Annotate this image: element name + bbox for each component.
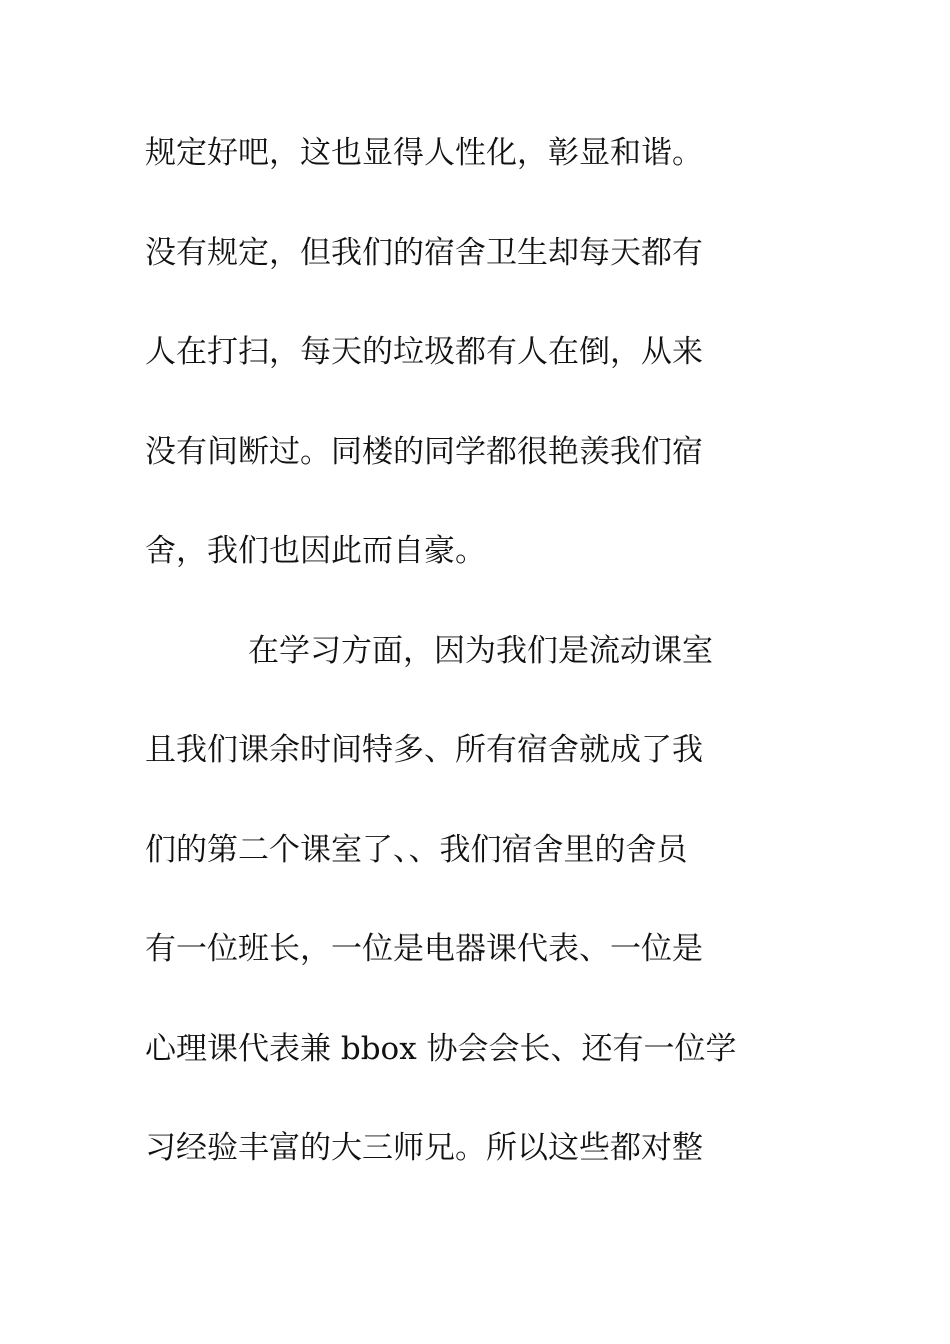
text-line-9: 有一位班长，一位是电器课代表、一位是 [145, 931, 703, 967]
text-line-4: 没有间断过。同楼的同学都很艳羡我们宿 [145, 434, 703, 470]
text-line-10: 心理课代表兼 bbox 协会会长、还有一位学 [145, 1031, 737, 1067]
text-line-7: 且我们课余时间特多、所有宿舍就成了我 [145, 732, 703, 768]
text-line-3: 人在打扫，每天的垃圾都有人在倒，从来 [145, 334, 703, 370]
text-line-1: 规定好吧，这也显得人性化，彰显和谐。 [145, 135, 703, 171]
paragraph-indented-line: 在学习方面，因为我们是流动课室 [248, 633, 713, 669]
text-line-8: 们的第二个课室了、、我们宿舍里的舍员 [145, 832, 688, 868]
text-line-5: 舍，我们也因此而自豪。 [145, 533, 486, 569]
text-line-2: 没有规定，但我们的宿舍卫生却每天都有 [145, 235, 703, 271]
text-line-11: 习经验丰富的大三师兄。所以这些都对整 [145, 1130, 703, 1166]
